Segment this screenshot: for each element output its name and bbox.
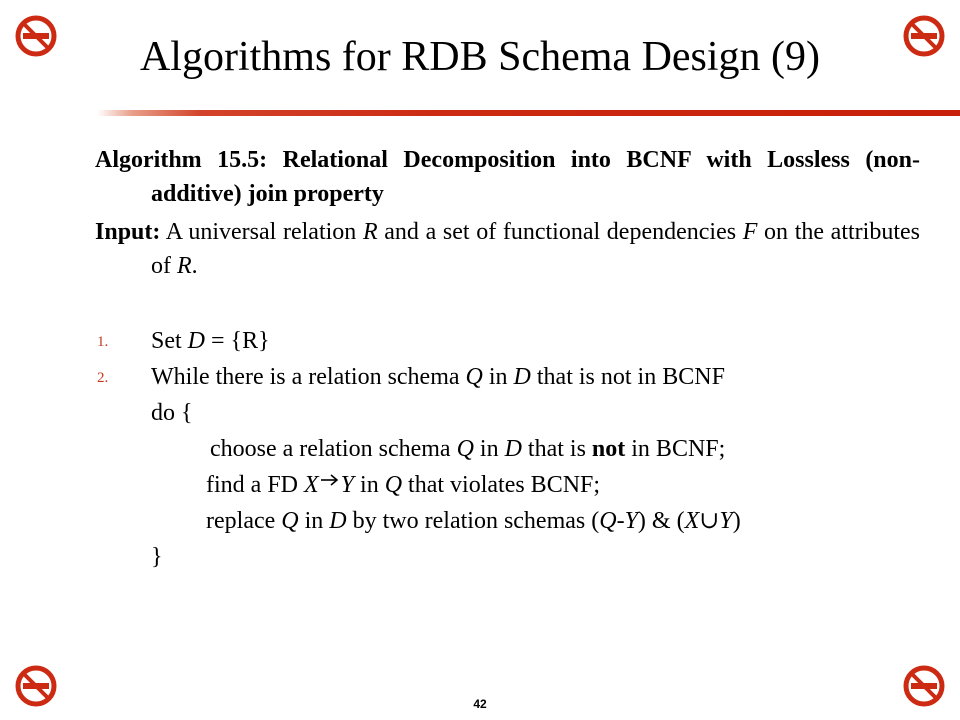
var-d: D bbox=[513, 364, 531, 390]
var-q: Q bbox=[456, 436, 474, 462]
line-text: by two relation schemas ( bbox=[346, 508, 600, 534]
line-text: that violates BCNF; bbox=[402, 472, 601, 498]
var-d: D bbox=[187, 328, 206, 354]
line-text: in bbox=[298, 508, 330, 534]
var-r: R bbox=[177, 253, 192, 279]
step-text: = {R} bbox=[205, 328, 270, 354]
title-underline bbox=[97, 110, 960, 116]
line-text: in bbox=[473, 436, 505, 462]
slide-title: Algorithms for RDB Schema Design (9) bbox=[139, 34, 821, 80]
line-text: choose a relation schema bbox=[210, 436, 457, 462]
loop-line-find bbox=[95, 467, 920, 503]
step-number: 2. bbox=[97, 370, 109, 386]
input-paragraph bbox=[95, 215, 920, 283]
var-f: F bbox=[742, 219, 758, 245]
do-open: do { bbox=[151, 400, 193, 426]
right-arrow-icon bbox=[319, 473, 341, 487]
emphasis-not: not bbox=[591, 436, 626, 462]
input-label: Input: bbox=[95, 219, 161, 245]
var-q: Q bbox=[465, 364, 483, 390]
step-number: 1. bbox=[97, 334, 109, 350]
step-text: that is not in BCNF bbox=[530, 364, 725, 390]
var-x: X bbox=[304, 472, 319, 498]
input-text: and a set of functional dependencies bbox=[377, 219, 743, 245]
input-text: . bbox=[191, 253, 198, 279]
step-1 bbox=[95, 323, 920, 359]
loop-line-replace bbox=[95, 503, 920, 539]
var-q: Q bbox=[384, 472, 403, 498]
line-text: ) bbox=[732, 508, 741, 534]
var-y: Y bbox=[340, 472, 355, 498]
input-text: A universal relation bbox=[160, 219, 363, 245]
expr-q-minus-y: Q-Y bbox=[599, 508, 638, 534]
step-text: While there is a relation schema bbox=[151, 364, 466, 390]
line-text: in BCNF; bbox=[625, 436, 726, 462]
line-text: find a FD bbox=[206, 472, 304, 498]
algorithm-heading: Algorithm 15.5: Relational Decomposition into BCNF with Lossless (non-additive) join property bbox=[95, 147, 920, 207]
step-text: in bbox=[482, 364, 514, 390]
var-d: D bbox=[329, 508, 347, 534]
do-close: } bbox=[151, 544, 163, 570]
page-number: 42 bbox=[473, 697, 487, 711]
line-text: that is bbox=[521, 436, 592, 462]
var-d: D bbox=[504, 436, 522, 462]
line-text: ) & ( bbox=[637, 508, 685, 534]
expr-x-union-y: X∪Y bbox=[684, 508, 733, 534]
line-text: replace bbox=[206, 508, 282, 534]
step-text: Set bbox=[151, 328, 188, 354]
input-text: on the attributes of bbox=[151, 219, 920, 279]
loop-line-choose bbox=[95, 431, 920, 467]
slide-body bbox=[95, 143, 920, 575]
var-r: R bbox=[362, 219, 378, 245]
step-2 bbox=[95, 359, 920, 395]
line-text: in bbox=[354, 472, 385, 498]
var-q: Q bbox=[281, 508, 299, 534]
